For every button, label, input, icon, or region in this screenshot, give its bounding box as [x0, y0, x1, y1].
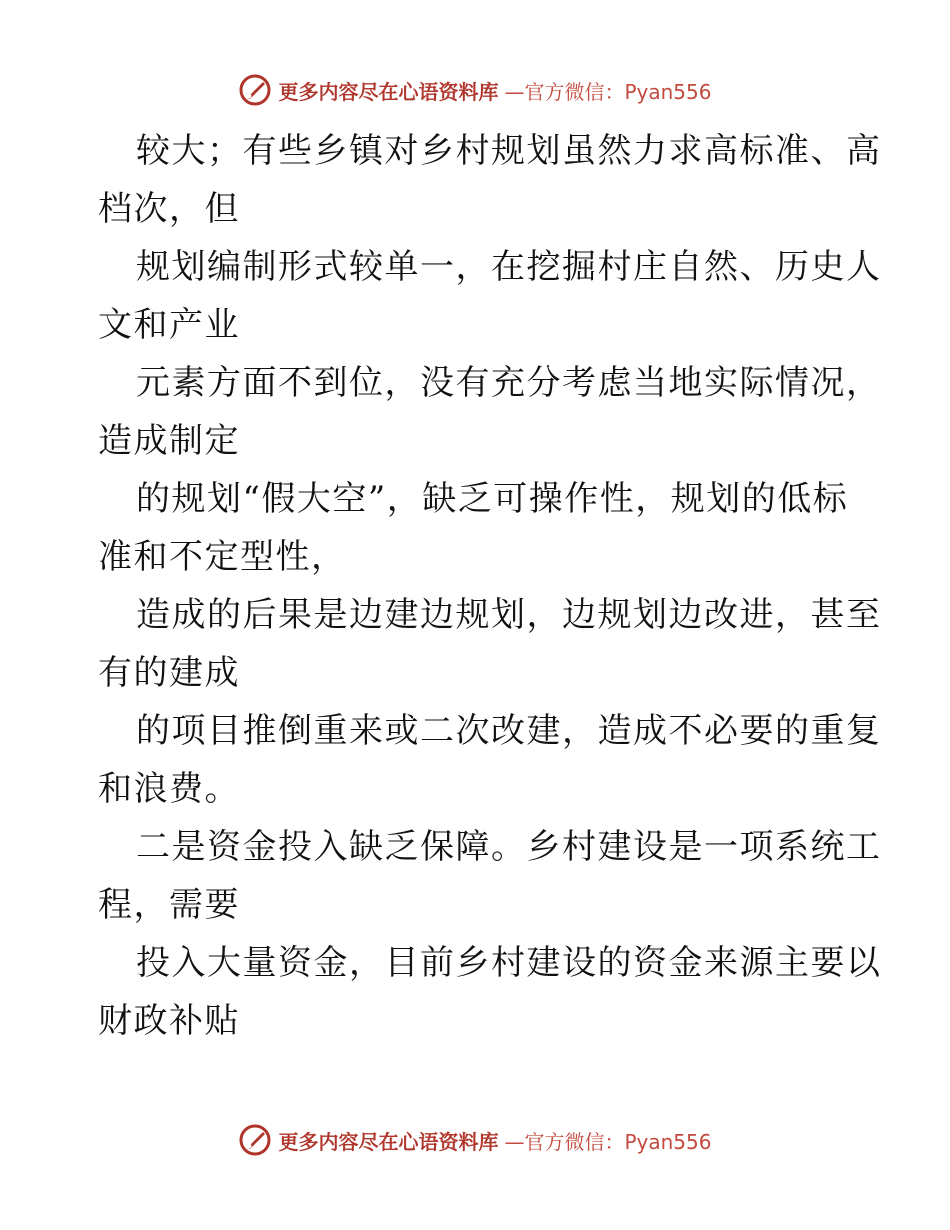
text-line: 有的建成 [98, 653, 240, 693]
text-line: 程，需要 [98, 885, 240, 925]
watermark-text: 更多内容尽在心语资料库 [278, 79, 499, 104]
text-line: 的规划“假大空”，缺乏可操作性，规划的低标 [136, 479, 849, 519]
quill-circle-logo-icon [238, 1123, 272, 1157]
watermark-contact: —官方微信：Pyan556 [504, 79, 712, 104]
document-body [98, 122, 882, 1050]
footer-watermark [0, 1120, 950, 1160]
header-watermark [0, 70, 950, 110]
text-line: 较大；有些乡镇对乡村规划虽然力求高标准、高 [136, 131, 882, 171]
text-line: 的项目推倒重来或二次改建，造成不必要的重复 [136, 711, 882, 751]
quill-circle-logo-icon [238, 73, 272, 107]
text-line: 财政补贴 [98, 1001, 240, 1041]
text-line: 规划编制形式较单一，在挖掘村庄自然、历史人 [136, 247, 882, 287]
text-line: 文和产业 [98, 305, 240, 345]
text-line: 投入大量资金，目前乡村建设的资金来源主要以 [136, 943, 882, 983]
text-line: 二是资金投入缺乏保障。乡村建设是一项系统工 [136, 827, 882, 867]
text-line: 造成的后果是边建边规划，边规划边改进，甚至 [136, 595, 882, 635]
text-line: 档次，但 [98, 189, 240, 229]
watermark-text: 更多内容尽在心语资料库 [278, 1129, 499, 1154]
watermark-contact: —官方微信：Pyan556 [504, 1129, 712, 1154]
text-line: 准和不定型性， [98, 537, 347, 577]
text-line: 和浪费。 [98, 769, 240, 809]
text-line: 造成制定 [98, 421, 240, 461]
text-line: 元素方面不到位，没有充分考虑当地实际情况， [136, 363, 882, 403]
